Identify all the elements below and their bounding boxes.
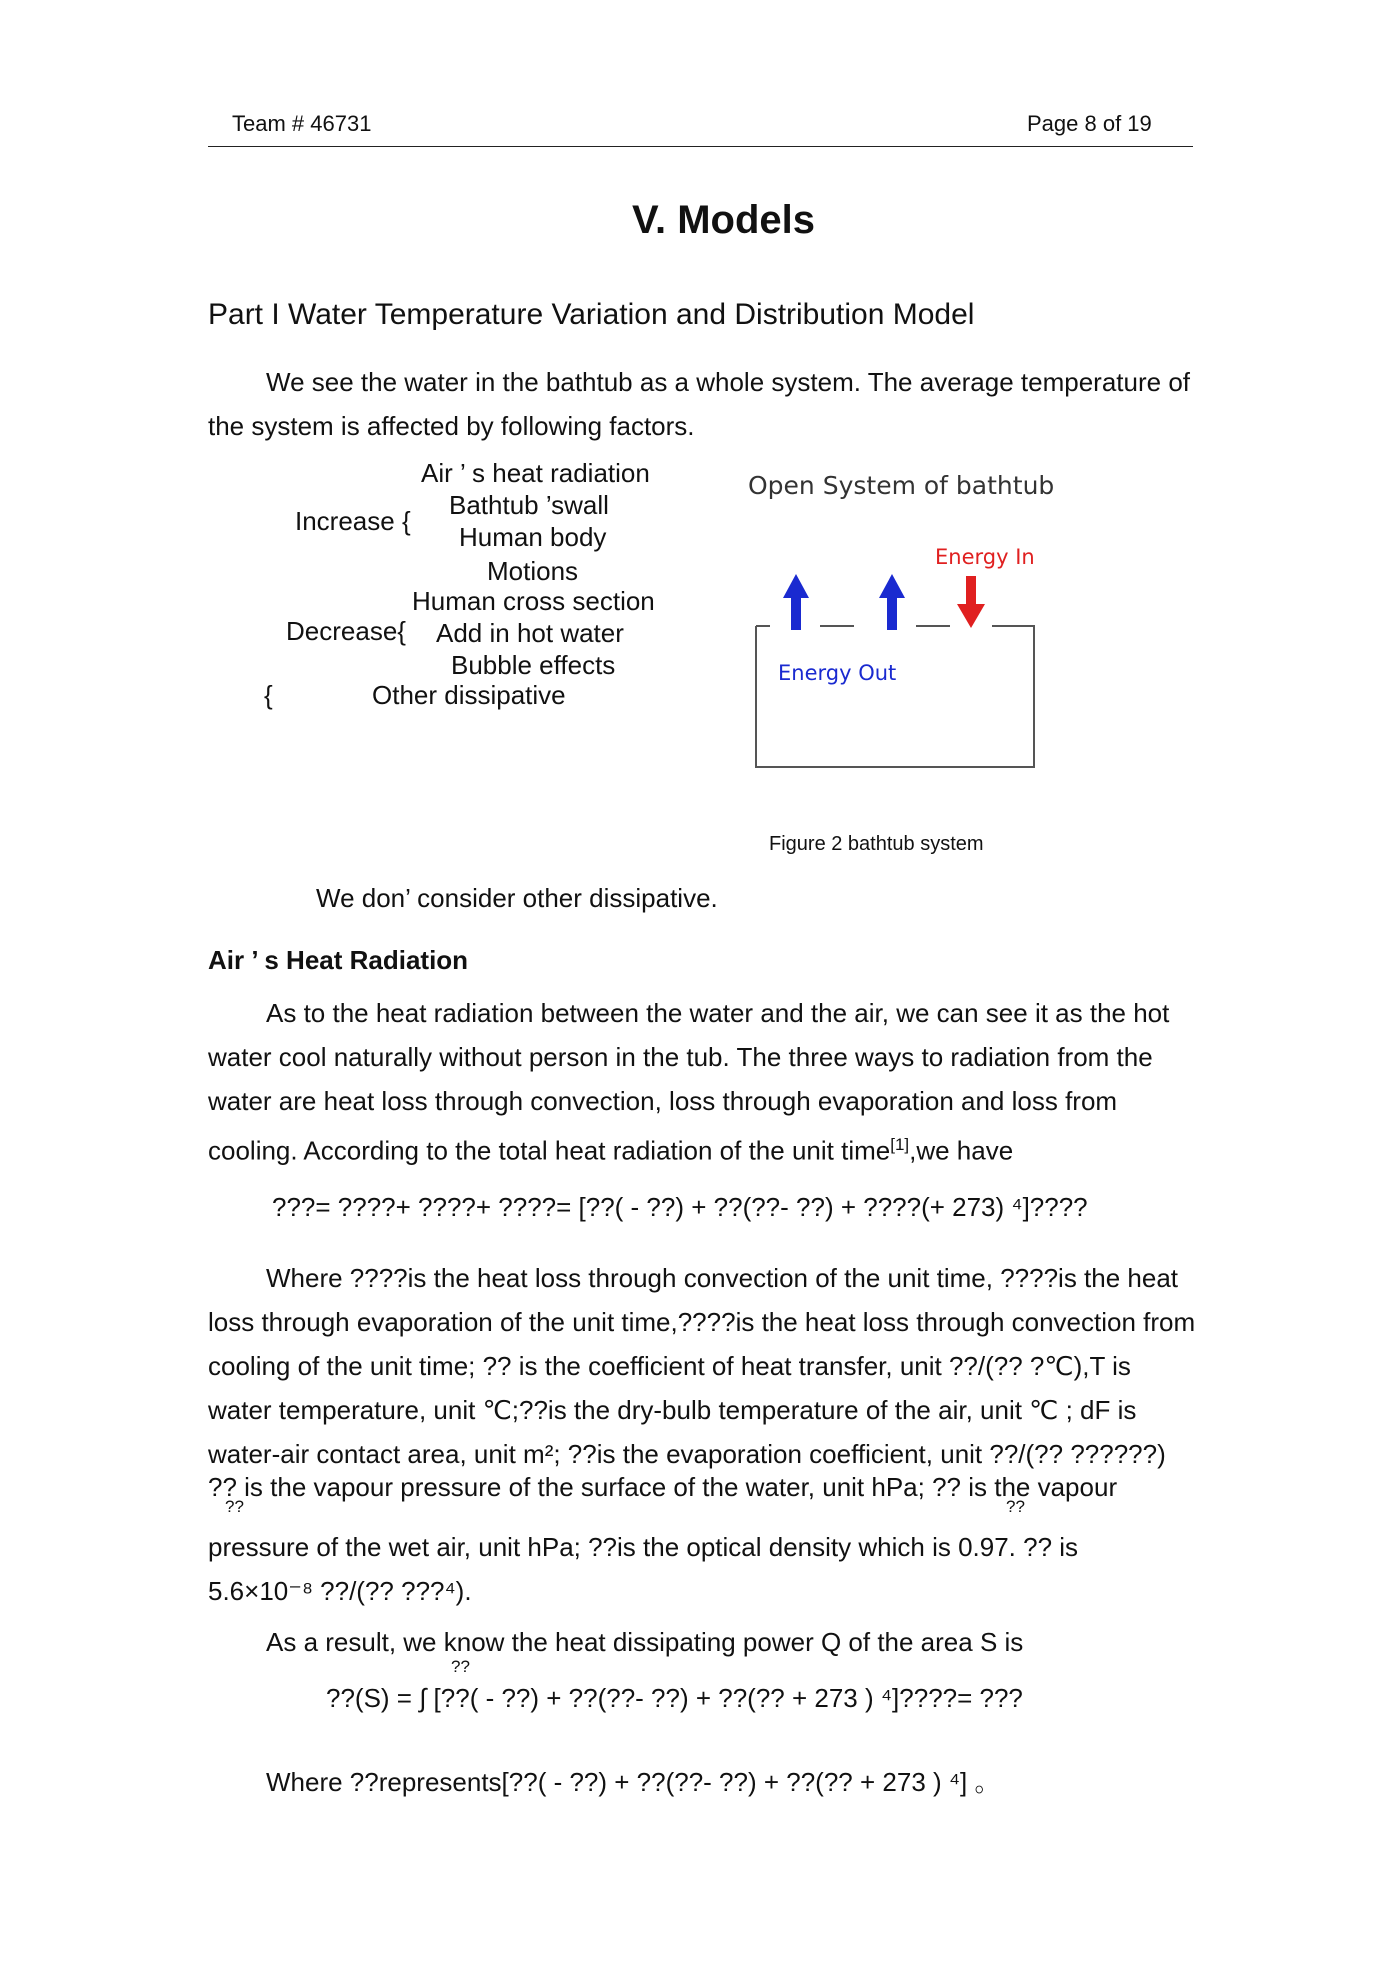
header-rule: [208, 146, 1193, 147]
energy-in-label: Energy In: [935, 545, 1035, 569]
subscript-air: ??: [1006, 1497, 1025, 1516]
factor-motions: Motions: [487, 556, 579, 586]
where-line-2: loss through evaporation of the unit time,????is the heat loss through convection from: [208, 1307, 1196, 1337]
intro-line-1: We see the water in the bathtub as a whole system. The average temperature of: [266, 367, 1191, 397]
energy-out-label: Energy Out: [778, 661, 897, 685]
factor-human-body: Human body: [459, 522, 607, 552]
factor-bathtub-wall: Bathtub ’swall: [449, 490, 609, 520]
where-line-6: ?? is the vapour pressure of the surface of the water, unit hPa; ?? is the vapour: [208, 1472, 1118, 1502]
figure-title: Open System of bathtub: [748, 471, 1055, 500]
radiation-line-4: [208, 1123, 1013, 1173]
intro-line-2: the system is affected by following factors.: [208, 411, 695, 441]
where-line-5: water-air contact area, unit m²; ??is the evaporation coefficient, unit ??/(?? ??????): [208, 1439, 1166, 1469]
bathtub-system-figure: [740, 452, 1070, 782]
energy-in-arrow: [957, 576, 985, 628]
equation-heat-power: ??(S) = ∫ [??( - ??) + ??(??- ??) + ??(?? + 273 ) ⁴]????= ???: [326, 1683, 1023, 1713]
energy-out-arrow-2: [879, 574, 905, 630]
result-line: As a result, we know the heat dissipating power Q of the area S is: [266, 1627, 1024, 1657]
decrease-label: Decrease{: [286, 616, 406, 646]
energy-out-arrow-1: [783, 574, 809, 630]
other-brace: {: [264, 680, 273, 710]
part-title: Part I Water Temperature Variation and Distribution Model: [208, 298, 975, 331]
header-page-number: Page 8 of 19: [1027, 111, 1152, 136]
citation-1: [1]: [890, 1135, 910, 1154]
header-team: Team # 46731: [232, 111, 372, 136]
where-line-7: pressure of the wet air, unit hPa; ??is the optical density which is 0.97. ?? is: [208, 1532, 1079, 1562]
note-line: We don’ consider other dissipative.: [316, 883, 718, 913]
where-line-8: 5.6×10⁻⁸ ??/(?? ???⁴).: [208, 1576, 472, 1606]
radiation-line-2: water cool naturally without person in the tub. The three ways to radiation from the: [208, 1042, 1153, 1072]
where-represents-line: Where ??represents[??( - ??) + ??(??- ??) + ??(?? + 273 ) ⁴] 。: [266, 1767, 1001, 1797]
where-line-1: Where ????is the heat loss through convection of the unit time, ????is the heat: [266, 1263, 1179, 1293]
factor-air-radiation: Air ’ s heat radiation: [421, 458, 650, 488]
equation-total-heat: ???= ????+ ????+ ????= [??( - ??) + ??(??- ??) + ????(+ 273) ⁴]????: [272, 1192, 1088, 1222]
radiation-line-1: As to the heat radiation between the water and the air, we can see it as the hot: [266, 998, 1170, 1028]
factor-human-cross-section: Human cross section: [412, 586, 655, 616]
section-title: V. Models: [632, 198, 816, 242]
factor-bubble-effects: Bubble effects: [451, 650, 616, 680]
factor-hot-water: Add in hot water: [436, 618, 624, 648]
radiation-tail: ,we have: [909, 1135, 1014, 1166]
integral-upper-limit: ??: [451, 1657, 470, 1676]
where-line-3: cooling of the unit time; ?? is the coefficient of heat transfer, unit ??/(?? ?℃),T is: [208, 1351, 1131, 1381]
subscript-surface: ??: [225, 1497, 244, 1516]
tub-outline: [756, 626, 1034, 767]
subsection-air-heat-radiation: Air ’ s Heat Radiation: [208, 945, 469, 975]
radiation-line-3: water are heat loss through convection, loss through evaporation and loss from: [208, 1086, 1118, 1116]
increase-label: Increase {: [295, 506, 411, 536]
figure-caption: Figure 2 bathtub system: [769, 833, 984, 855]
where-line-4: water temperature, unit ℃;??is the dry-bulb temperature of the air, unit ℃ ; dF is: [208, 1395, 1137, 1425]
factor-other-dissipative: Other dissipative: [372, 680, 566, 710]
radiation-line-4-text: cooling. According to the total heat radiation of the unit time: [208, 1135, 891, 1166]
